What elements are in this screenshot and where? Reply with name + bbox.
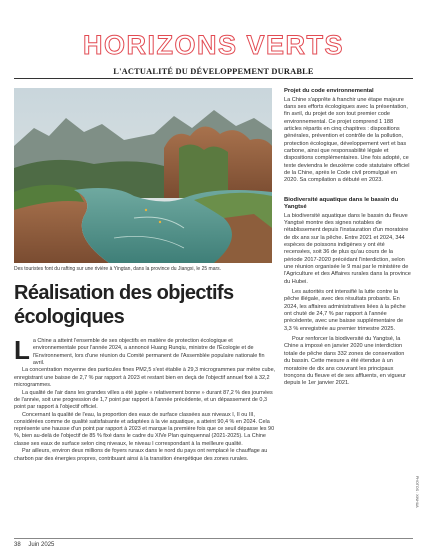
news-paragraph-yangtze-2: Les autorités ont intensifié la lutte contre la pêche illégale, avec des résultats probants. En 2024, les affaires administratives liées à la pêche ont chuté de 24,7 % par rapport à l'année précédente, avec une baisse supplémentaire de 3,3 % enregistrée au premier trimestre 2025. xyxy=(284,289,406,332)
news-paragraph-yangtze-1: La biodiversité aquatique dans le bassin du fleuve Yangtsé montre des signes notables de rétablissement depuis l'instauration d'un moratoire de dix ans sur la pêche. Entre 2021 et 2024, 344 espèces de poissons indigènes y ont été recensées, soit 36 de plus qu'au cours de la période 2017-2020 précédant l'interdiction, selon une réunion organisée le 9 mai par le ministère de l'Agriculture et des Affaires rurales dans la province du Hubei. xyxy=(284,212,411,285)
section-subtitle: L'ACTUALITÉ DU DÉVELOPPEMENT DURABLE xyxy=(113,67,314,76)
news-paragraph-yangtze-3: Pour renforcer la biodiversité du Yangtsé, la Chine a imposé en janvier 2020 une interdiction totale de pêche dans 332 zones de conservation du bassin. Cette mesure a été étendue à un moratoire de dix ans couvrant les principaux tronçons du fleuve et de ses affluents, en vigueur depuis le 1er janvier 2021. xyxy=(284,336,406,387)
header-divider xyxy=(14,78,413,79)
river-gorge-photo xyxy=(14,88,272,263)
footer-divider xyxy=(14,538,413,539)
body-paragraph-1 xyxy=(14,335,276,367)
issue-date: Juin 2025 xyxy=(28,542,55,548)
body-paragraph-2: La concentration moyenne des particules fines PM2,5 s'est établie à 29,3 microgrammes par mètre cube, enregistrant une baisse de 2,7 % par rapport à 2023 et restant bien en deçà de l'objectif annuel fixé à 32,2 microgrammes. xyxy=(14,367,276,388)
news-heading-yangtze: Biodiversité aquatique dans le bassin du Yangtsé xyxy=(284,196,399,211)
body-paragraph-4: Concernant la qualité de l'eau, la proportion des eaux de surface classées aux niveaux I, II ou III, considérées comme de qualité satisfaisante et adaptées à la vie aquatique, a atteint 90,4 % en 2024. Cela représente une hausse d'un point par rapport à 2023 et marque la première fois que ce seuil dépasse les 90 %, bien au-delà de l'objectif de 85 % fixé dans le cadre du XIVe Plan quinquennal (2021-2025). La Chine classe ses eaux de surface selon cinq niveaux, le niveau I correspondant à la meilleure qualité. xyxy=(14,411,275,447)
page-number: 38 xyxy=(14,542,21,548)
photo-credit xyxy=(412,476,422,540)
masthead-title: HORIZONS VERTS xyxy=(82,30,345,60)
body-paragraph-3: La qualité de l'air dans les grandes villes a été jugée « relativement bonne » durant 87,2 % des journées de l'année, soit une progression de 1,7 point par rapport à l'année précédente, et un dépassement de 0,3 point par rapport à l'objectif officiel. xyxy=(14,389,273,411)
article-body xyxy=(14,335,276,463)
page-footer xyxy=(14,542,54,548)
body-paragraph-1-text: a Chine a atteint l'ensemble de ses objectifs en matière de protection écologique et environnementale pour l'année 2024, a annoncé Huang Runqiu, ministre de l'Écologie et de l'Environnement, lors d'une réunion du Comité permanent de l'Assemblée populaire nationale fin avril. xyxy=(32,338,265,366)
news-heading-code: Projet du code environnemental xyxy=(284,88,374,94)
drop-cap: L xyxy=(14,335,30,365)
photo-caption: Des touristes font du rafting sur une rivière à Yingtan, dans la province du Jiangxi, le 25 mars. xyxy=(14,266,222,272)
news-paragraph-code: La Chine s'apprête à franchir une étape majeure dans ses efforts écologiques avec la présentation, fin avril, du projet de son tout premier code environnemental. Ce projet comprend 1 188 articles répartis en cinq chapitres : dispositions générales, prévention et contrôle de la pollution, protection écologique, développement vert et bas carbone, ainsi que responsabilité légale et dispositions complémentaires. Une fois adopté, ce texte deviendra le deuxième code statutaire officiel de la Chine, après le Code civil promulgué en 2020. Sa compilation a débuté en 2023. xyxy=(284,96,410,184)
body-paragraph-5: Par ailleurs, environ deux millions de foyers ruraux dans le nord du pays ont remplacé le chauffage au charbon par des énergies propres, contribuant ainsi à la transition énergétique des zones rurales. xyxy=(14,448,268,462)
sidebar-news xyxy=(284,88,412,391)
article-title: Réalisation des objectifs écologiques xyxy=(14,282,234,328)
photo-credit-text: PHOTOS : XINHUA xyxy=(415,476,419,508)
